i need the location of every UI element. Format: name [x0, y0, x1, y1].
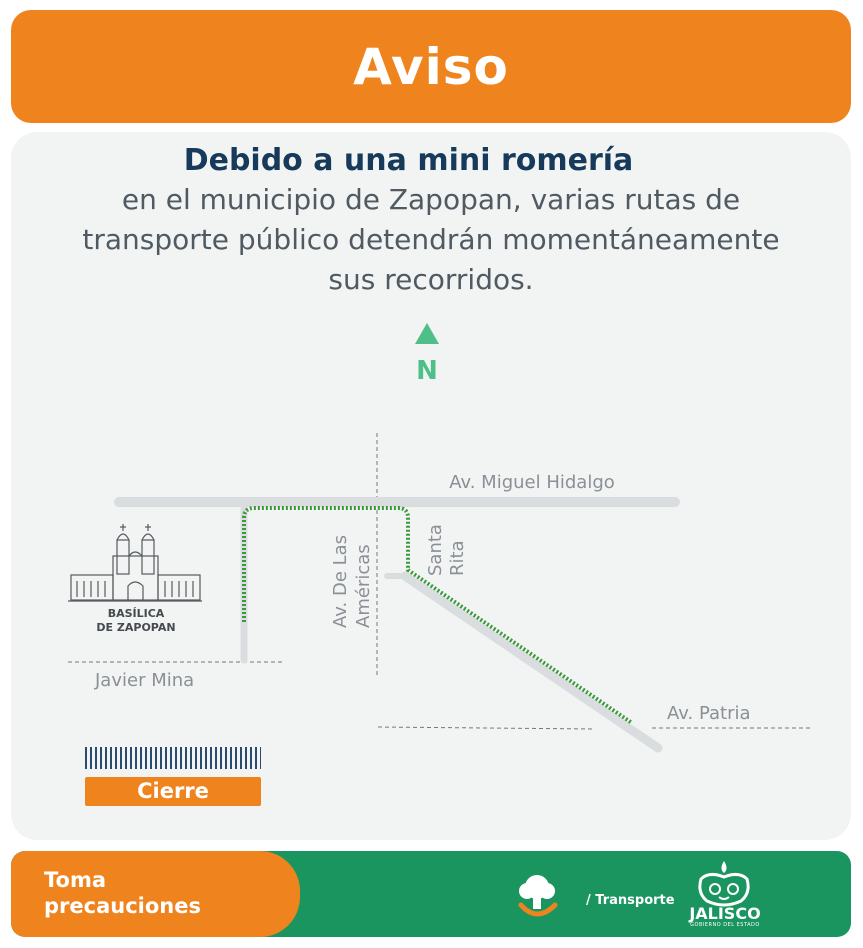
header-banner — [11, 10, 851, 123]
street-label-javier-mina: Javier Mina — [95, 670, 195, 691]
landmark-label-line2: DE ZAPOPAN — [96, 621, 176, 634]
notice-card — [11, 132, 851, 840]
transporte-label: / Transporte — [586, 893, 675, 908]
street-label-americas-line1: Av. De Las — [330, 534, 351, 628]
notice-headline: Debido a una mini romería — [183, 143, 634, 178]
landmark-label-line1: BASÍLICA — [107, 607, 165, 620]
street-label-americas-line2: Américas — [353, 544, 374, 628]
legend-closure-label: Cierre — [85, 777, 261, 806]
legend-closure-swatch — [85, 747, 261, 769]
notice-text — [11, 142, 851, 300]
footer-warning-text — [44, 867, 201, 919]
street-label-patria: Av. Patria — [667, 703, 751, 724]
notice-body-line1: en el municipio de Zapopan, varias rutas de — [121, 183, 741, 216]
notice-body-line2: transporte público detendrán momentáneamente — [82, 223, 780, 256]
header-title: Aviso — [353, 37, 509, 96]
footer-bar — [11, 851, 851, 937]
jalisco-name: JALISCO — [689, 904, 761, 923]
footer-line2: precauciones — [44, 894, 201, 918]
notice-body-line3: sus recorridos. — [328, 263, 534, 296]
jalisco-subtitle: GOBIERNO DEL ESTADO — [690, 922, 760, 928]
street-label-santa-rita-line1: Santa — [425, 524, 446, 576]
street-label-miguel-hidalgo: Av. Miguel Hidalgo — [449, 472, 615, 493]
north-label: N — [416, 356, 438, 386]
footer-callout — [11, 851, 300, 937]
street-label-santa-rita-line2: Rita — [447, 540, 468, 576]
footer-line1: Toma — [44, 868, 107, 892]
